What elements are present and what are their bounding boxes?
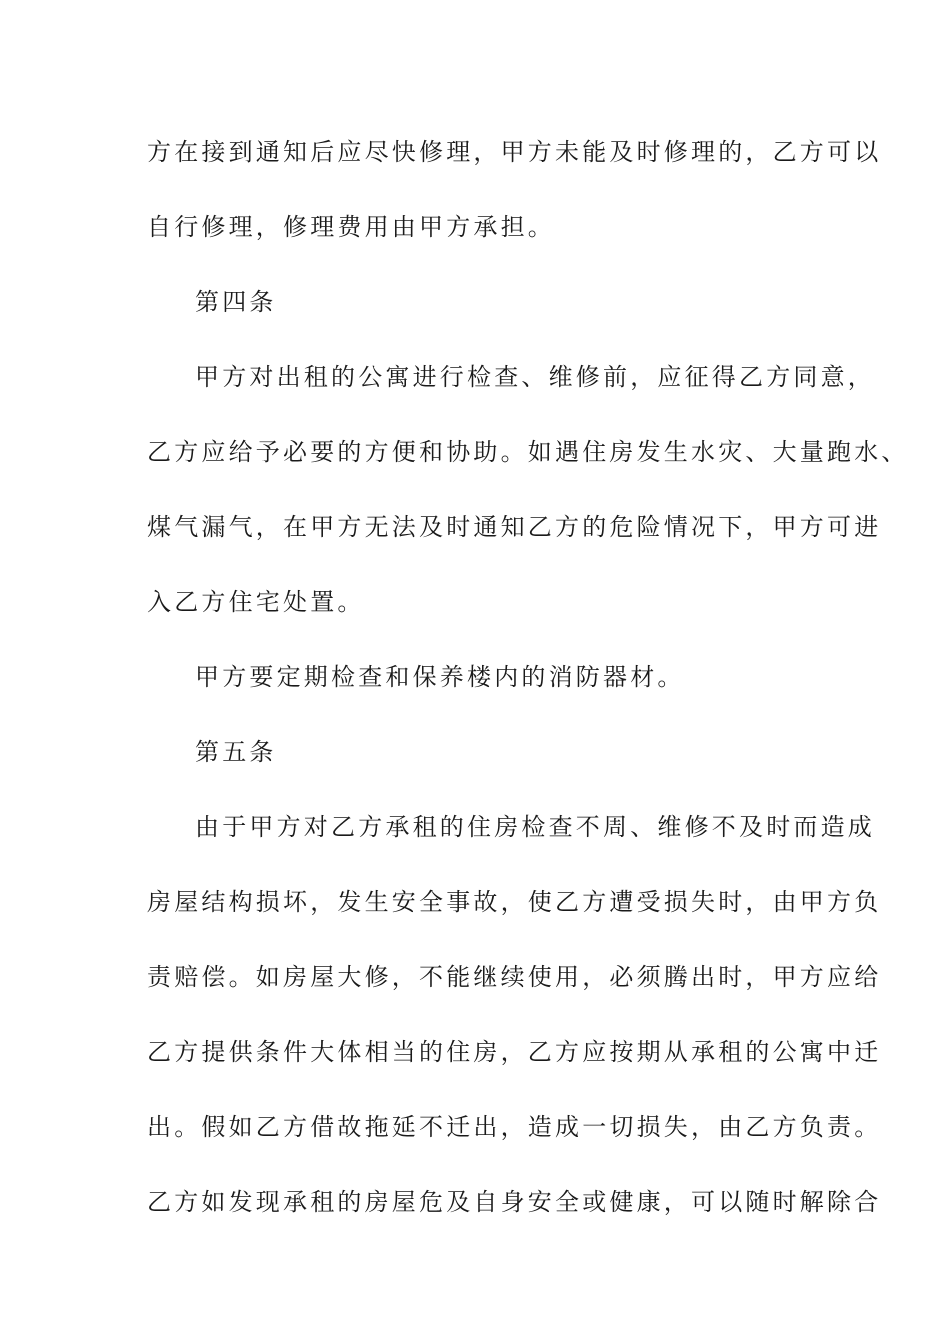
paragraph-line: 出。假如乙方借故拖延不迁出，造成一切损失，由乙方负责。 <box>147 1113 882 1141</box>
article-heading: 第四条 <box>195 288 277 316</box>
paragraph-line: 入乙方住宅处置。 <box>147 588 365 616</box>
article-heading: 第五条 <box>195 738 277 766</box>
paragraph-line: 方在接到通知后应尽快修理，甲方未能及时修理的，乙方可以 <box>147 138 882 166</box>
paragraph-line: 责赔偿。如房屋大修，不能继续使用，必须腾出时，甲方应给 <box>147 963 882 991</box>
paragraph-line: 乙方提供条件大体相当的住房，乙方应按期从承租的公寓中迁 <box>147 1038 882 1066</box>
paragraph-line: 煤气漏气，在甲方无法及时通知乙方的危险情况下，甲方可进 <box>147 513 882 541</box>
paragraph-line: 乙方如发现承租的房屋危及自身安全或健康，可以随时解除合 <box>147 1188 882 1216</box>
paragraph-line: 房屋结构损坏，发生安全事故，使乙方遭受损失时，由甲方负 <box>147 888 882 916</box>
paragraph-line: 甲方要定期检查和保养楼内的消防器材。 <box>195 663 685 691</box>
paragraph-line: 自行修理，修理费用由甲方承担。 <box>147 213 555 241</box>
paragraph-line: 甲方对出租的公寓进行检查、维修前，应征得乙方同意， <box>195 363 875 391</box>
paragraph-line: 由于甲方对乙方承租的住房检查不周、维修不及时而造成 <box>195 813 875 841</box>
paragraph-line: 乙方应给予必要的方便和协助。如遇住房发生水灾、大量跑水、 <box>147 438 909 466</box>
